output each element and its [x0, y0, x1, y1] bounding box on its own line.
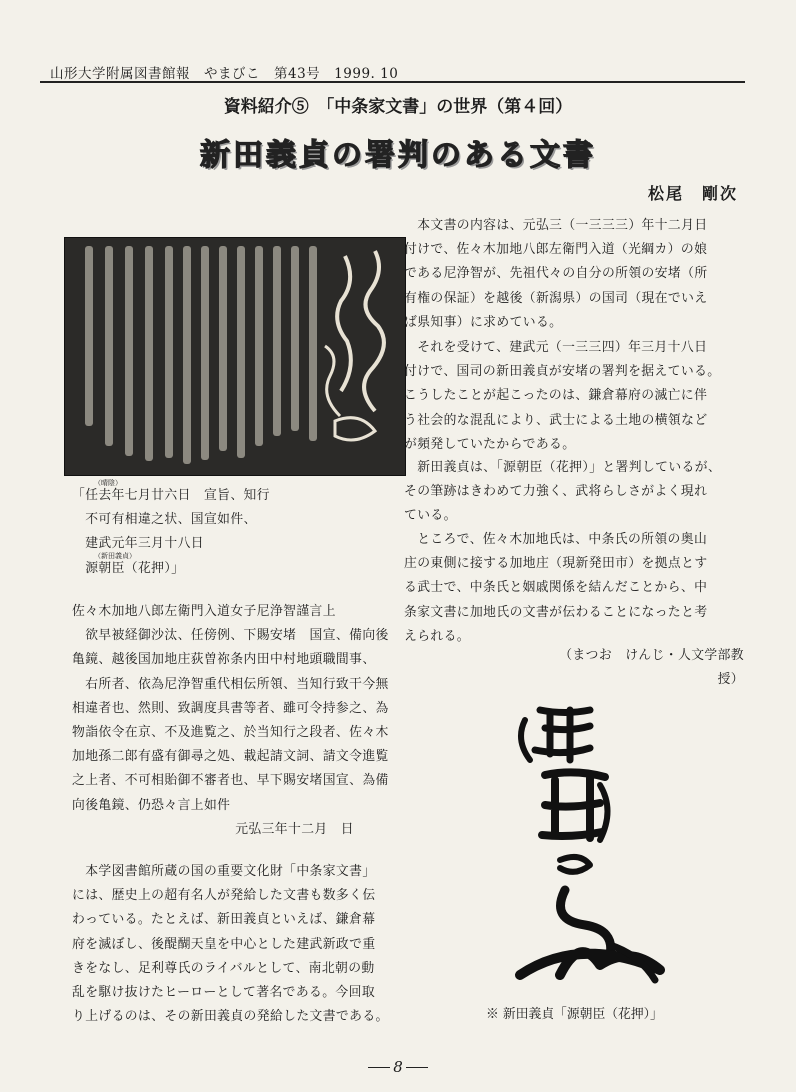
- text-line: う社会的な混乱により、武士による土地の横領など: [404, 412, 708, 428]
- historical-document-photo: [64, 237, 406, 476]
- ruby-annotation: （晴陰）: [94, 479, 122, 487]
- text-line: り上げるのは、その新田義貞の発給した文書である。: [72, 1009, 389, 1025]
- text-line: その筆跡はきわめて力強く、武将らしさがよく現れ: [404, 484, 708, 500]
- ruby-annotation: （新田義貞）: [94, 552, 136, 560]
- text-line: 付けで、佐々木加地八郎左衛門入道（光綱カ）の娘: [404, 242, 708, 258]
- text-line: 有権の保証）を越後（新潟県）の国司（現在でいえ: [404, 290, 708, 306]
- transcription-line: 亀鏡、越後国加地庄荻曽祢条内田中村地頭職間事、: [72, 652, 376, 668]
- author-affiliation: （まつお けんじ・人文学部教授）: [559, 648, 744, 688]
- text-line: 本学図書館所蔵の国の重要文化財「中条家文書」: [72, 864, 376, 879]
- transcription-line: 加地孫二郎有盛有御尋之処、載起請文詞、請文令進覧: [72, 749, 389, 765]
- text-line: である尼浄智が、先祖代々の自分の所領の安堵（所: [404, 266, 708, 282]
- signature-kao-image: [500, 700, 690, 1000]
- text-line: には、歴史上の超有名人が発給した文書も数多く伝: [72, 888, 376, 904]
- author-name: 松尾 剛次: [647, 184, 738, 203]
- text-line: それを受けて、建武元（一三三四）年三月十八日: [404, 340, 708, 355]
- text-line: えられる。: [404, 628, 470, 644]
- page-number: [0, 1058, 796, 1076]
- page-number-dash: [406, 1067, 428, 1068]
- text-line: ところで、佐々木加地氏は、中条氏の所領の奥山: [404, 532, 708, 547]
- section-title: 資料紹介⑤ 「中条家文書」の世界（第４回）: [223, 97, 573, 117]
- intro-paragraph: [72, 860, 394, 1029]
- transcription-line: 相違者也、然則、致調度具書等者、雖可令持参之、為: [72, 700, 389, 716]
- text-line: る武士で、中条氏と姻戚関係を結んだことから、中: [404, 580, 708, 596]
- transcription-line: 不可有相違之状、国宣如件、: [72, 512, 257, 528]
- text-line: ば県知事）に求めている。: [404, 314, 563, 330]
- signature-caption: ※ 新田義貞「源朝臣（花押）」: [486, 1007, 663, 1022]
- transcription-line: 建武元年三月十八日: [72, 536, 204, 552]
- transcription-line: 物詣依令在京、不及進覧之、於当知行之段者、佐々木: [72, 725, 389, 741]
- transcription-line: 佐々木加地八郎左衛門入道女子尼浄智謹言上: [72, 604, 336, 619]
- transcription-line: 向後亀鏡、仍恐々言上如件: [72, 797, 231, 813]
- brush-script-drawing: [315, 246, 400, 461]
- body-paragraph-2: [404, 336, 744, 457]
- text-line: ている。: [404, 508, 457, 524]
- body-paragraph-1: [404, 214, 744, 335]
- body-paragraph-3: [404, 456, 744, 529]
- text-line: 条家文書に加地氏の文書が伝わることになったと考: [404, 604, 708, 620]
- transcription-date: 元弘三年十二月 日: [235, 821, 354, 837]
- text-line: わっている。たとえば、新田義貞といえば、鎌倉幕: [72, 912, 376, 928]
- text-line: 本文書の内容は、元弘三（一三三三）年十二月日: [404, 218, 708, 233]
- newsletter-header: 山形大学附属図書館報 やまびこ 第43号 1999. 10: [50, 66, 399, 82]
- body-paragraph-4: [404, 528, 744, 649]
- text-line: 庄の東側に接する加地庄（現新発田市）を拠点とす: [404, 556, 708, 572]
- text-line: 新田義貞は、「源朝臣（花押）」と署判しているが、: [404, 460, 722, 475]
- article-title: 新田義貞の署判のある文書: [200, 138, 596, 173]
- transcription-line: 右所者、依為尼浄智重代相伝所領、当知行致干今無: [72, 676, 389, 692]
- header-rule: [40, 81, 745, 83]
- text-line: 乱を駆け抜けたヒーローとして著名である。今回取: [72, 985, 376, 1001]
- text-line: 付けで、国司の新田義貞が安堵の署判を据えている。: [404, 364, 721, 380]
- transcription-line: 欲早被経御沙汰、任傍例、下賜安堵 国宣、備向後: [72, 628, 389, 644]
- transcription-line: 之上者、不可相貽御不審者也、早下賜安堵国宣、為備: [72, 773, 389, 789]
- text-line: 府を滅ぼし、後醍醐天皇を中心とした建武新政で重: [72, 936, 376, 952]
- page-number-dash: [368, 1067, 390, 1068]
- transcription-grant: [72, 484, 394, 581]
- text-line: が頻発していたからである。: [404, 436, 576, 452]
- page-number-text: 8: [393, 1058, 403, 1076]
- transcription-petition: [72, 600, 394, 842]
- text-line: こうしたことが起こったのは、鎌倉幕府の滅亡に伴: [404, 388, 708, 404]
- transcription-line: 源朝臣（花押）」: [72, 560, 185, 576]
- text-line: きをなし、足利尊氏のライバルとして、南北朝の動: [72, 960, 375, 976]
- transcription-line: 「任去年七月廿六日 宣旨、知行: [72, 488, 270, 503]
